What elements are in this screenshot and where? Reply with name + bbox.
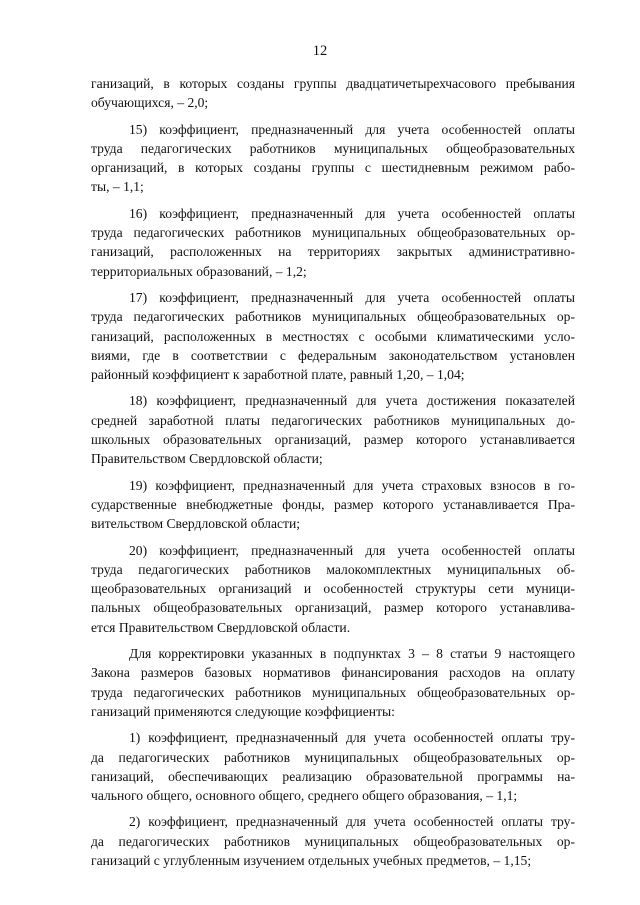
text-line: чального общего, основного общего, среднего общего образования, – 1,1;: [91, 788, 518, 804]
page-number: 12: [312, 43, 328, 59]
text-line: виями, где в соответствии с федеральным законодательством установлен: [91, 347, 575, 363]
text-line: ты, – 1,1;: [91, 179, 144, 195]
text-line: обучающихся, – 2,0;: [91, 95, 209, 111]
text-line: районный коэффициент к заработной плате, равный 1,20, – 1,04;: [91, 367, 465, 383]
text-line: ганизаций применяются следующие коэффициенты:: [91, 703, 395, 719]
paragraph: [91, 728, 575, 805]
paragraph: [91, 120, 575, 197]
text-line: щеобразовательных организаций и особенностей структуры сети муници-: [91, 581, 575, 597]
text-line: 17) коэффициент, предназначенный для учета особенностей оплаты: [129, 289, 575, 305]
text-line: ганизаций с углубленным изучением отдельных учебных предметов, – 1,15;: [91, 852, 532, 868]
paragraph: [91, 288, 575, 384]
text-line: средней заработной платы педагогических работников муниципальных до-: [91, 412, 575, 428]
paragraph: [91, 812, 575, 870]
text-line: вительством Свердловской области;: [91, 516, 301, 532]
text-line: 18) коэффициент, предназначенный для учета достижения показателей: [129, 393, 575, 409]
paragraph: [91, 476, 575, 534]
paragraph: [91, 204, 575, 281]
text-line: труда педагогических работников малокомплектных муниципальных об-: [91, 561, 575, 577]
text-line: ется Правительством Свердловской области.: [91, 619, 351, 635]
text-line: организаций, в которых созданы группы с шестидневным режимом рабо-: [91, 160, 575, 176]
text-line: пальных общеобразовательных организаций, размер которого устанавлива-: [91, 600, 575, 616]
text-line: 2) коэффициент, предназначенный для учета особенностей оплаты тру-: [129, 814, 575, 830]
text-line: труда педагогических работников муниципальных общеобразовательных ор-: [91, 684, 575, 700]
text-line: ганизаций, расположенных в местностях с особыми климатическими усло-: [91, 328, 575, 344]
text-line: 19) коэффициент, предназначенный для учета страховых взносов в го-: [129, 477, 575, 493]
text-line: Правительством Свердловской области;: [91, 451, 323, 467]
text-line: 15) коэффициент, предназначенный для учета особенностей оплаты: [129, 121, 575, 137]
paragraph: [91, 644, 575, 721]
document-body: [91, 74, 575, 877]
text-line: ганизаций, в которых созданы группы двадцатичетырехчасового пребывания: [91, 76, 575, 91]
text-line: Для корректировки указанных в подпунктах 3 – 8 статьи 9 настоящего: [129, 646, 575, 662]
text-line: школьных образовательных организаций, размер которого устанавливается: [91, 432, 575, 448]
text-line: 16) коэффициент, предназначенный для учета особенностей оплаты: [129, 205, 575, 221]
paragraph: [91, 541, 575, 637]
text-line: ганизаций, обеспечивающих реализацию образовательной программы на-: [91, 768, 575, 784]
text-line: труда педагогических работников муниципальных общеобразовательных: [91, 140, 575, 156]
paragraph: [91, 74, 575, 113]
text-line: ганизаций, расположенных на территориях закрытых административно-: [91, 244, 575, 260]
paragraph: [91, 391, 575, 468]
text-line: 1) коэффициент, предназначенный для учета особенностей оплаты тру-: [129, 730, 575, 746]
text-line: сударственные внебюджетные фонды, размер которого устанавливается Пра-: [91, 496, 575, 512]
text-line: труда педагогических работников муниципальных общеобразовательных ор-: [91, 309, 575, 325]
text-line: да педагогических работников муниципальных общеобразовательных ор-: [91, 833, 575, 849]
text-line: Закона размеров базовых нормативов финансирования расходов на оплату: [91, 665, 575, 681]
text-line: труда педагогических работников муниципальных общеобразовательных ор-: [91, 225, 575, 241]
text-line: да педагогических работников муниципальных общеобразовательных ор-: [91, 749, 575, 765]
text-line: территориальных образований, – 1,2;: [91, 263, 307, 279]
text-line: 20) коэффициент, предназначенный для учета особенностей оплаты: [129, 542, 575, 558]
